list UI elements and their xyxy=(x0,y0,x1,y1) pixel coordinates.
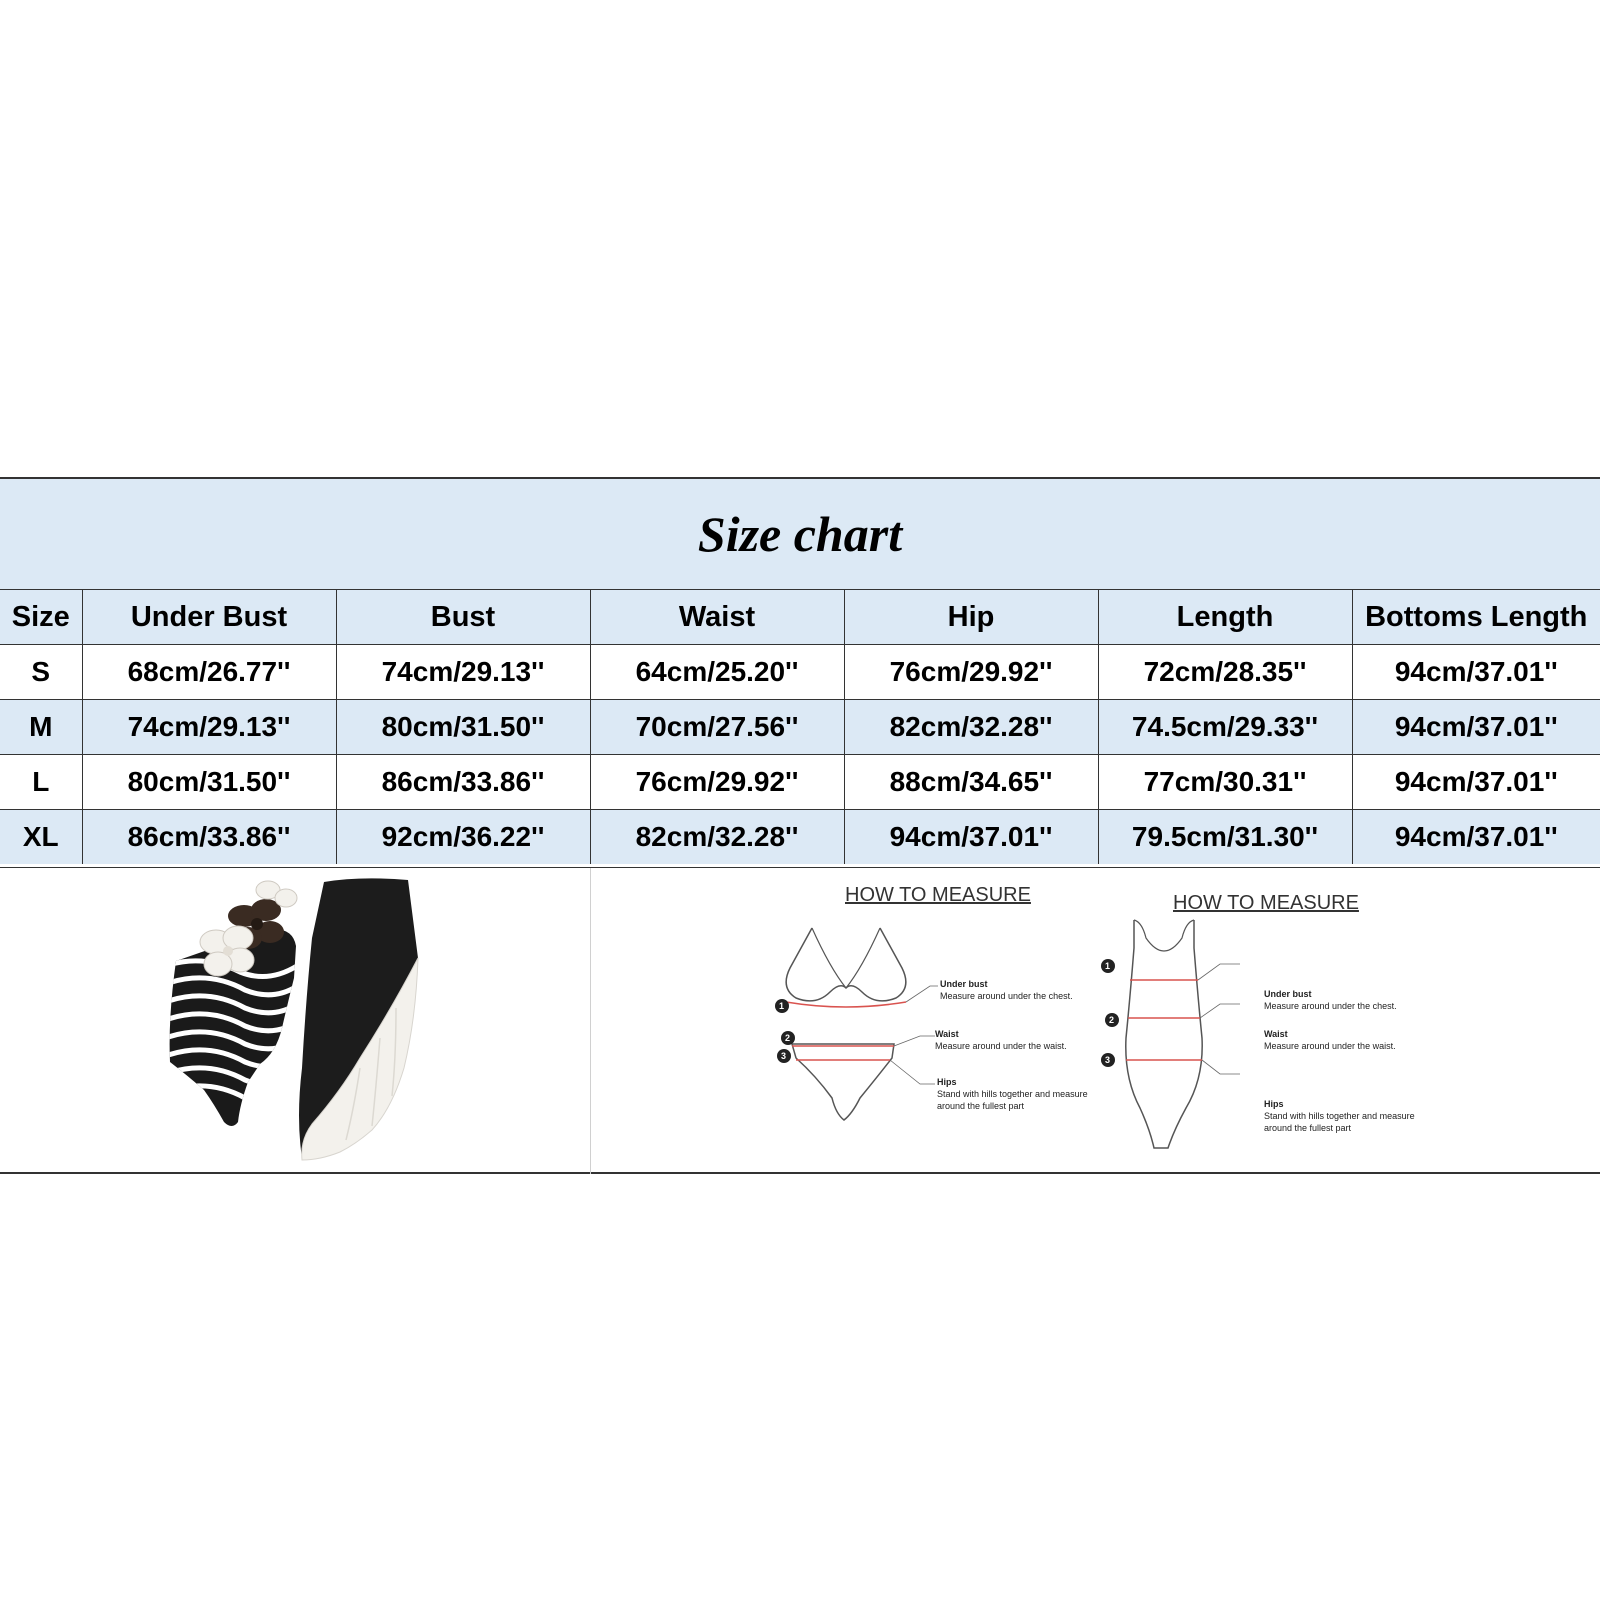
title-band xyxy=(0,479,1600,590)
table-row xyxy=(0,810,1600,865)
table-header-row xyxy=(0,590,1600,645)
size-cell: L xyxy=(0,755,82,810)
header-size: Size xyxy=(0,590,82,645)
hip-cell: 82cm/32.28'' xyxy=(844,700,1098,755)
size-chart-title: Size chart xyxy=(697,506,903,562)
bottoms-length-cell: 94cm/37.01'' xyxy=(1352,810,1600,865)
size-cell: M xyxy=(0,700,82,755)
waist-cell: 82cm/32.28'' xyxy=(590,810,844,865)
bottoms-length-cell: 94cm/37.01'' xyxy=(1352,755,1600,810)
table-row xyxy=(0,645,1600,700)
table-row xyxy=(0,700,1600,755)
swimsuit-image xyxy=(160,881,300,1126)
marker-3-bikini: 3 xyxy=(781,1051,787,1061)
waist-cell: 76cm/29.92'' xyxy=(590,755,844,810)
swimsuit-under-bust-label: Under bust Measure around under the chest. xyxy=(1264,989,1397,1011)
bust-cell: 74cm/29.13'' xyxy=(336,645,590,700)
bikini-waist-label: Waist Measure around under the waist. xyxy=(935,1029,1067,1051)
header-hip: Hip xyxy=(844,590,1098,645)
waist-cell: 64cm/25.20'' xyxy=(590,645,844,700)
header-waist: Waist xyxy=(590,590,844,645)
marker-2-swimsuit: 2 xyxy=(1109,1015,1115,1025)
product-image xyxy=(0,868,590,1174)
illustration-area xyxy=(0,867,1600,1174)
under-bust-cell: 74cm/29.13'' xyxy=(82,700,336,755)
table-row xyxy=(0,755,1600,810)
skirt-image xyxy=(299,878,418,1160)
size-cell: XL xyxy=(0,810,82,865)
length-cell: 79.5cm/31.30'' xyxy=(1098,810,1352,865)
bottoms-length-cell: 94cm/37.01'' xyxy=(1352,700,1600,755)
size-chart xyxy=(0,477,1600,1174)
marker-1-bikini: 1 xyxy=(779,1001,785,1011)
length-cell: 72cm/28.35'' xyxy=(1098,645,1352,700)
header-length: Length xyxy=(1098,590,1352,645)
hip-cell: 76cm/29.92'' xyxy=(844,645,1098,700)
header-bust: Bust xyxy=(336,590,590,645)
marker-1-swimsuit: 1 xyxy=(1105,961,1111,971)
how-to-measure-title-bikini: HOW TO MEASURE xyxy=(845,884,1031,906)
bikini-hips-label: Hips Stand with hills together and measure around the fullest part xyxy=(937,1077,1088,1111)
under-bust-cell: 68cm/26.77'' xyxy=(82,645,336,700)
marker-2-bikini: 2 xyxy=(785,1033,791,1043)
size-cell: S xyxy=(0,645,82,700)
under-bust-cell: 86cm/33.86'' xyxy=(82,810,336,865)
length-cell: 77cm/30.31'' xyxy=(1098,755,1352,810)
bust-cell: 92cm/36.22'' xyxy=(336,810,590,865)
bust-cell: 86cm/33.86'' xyxy=(336,755,590,810)
waist-cell: 70cm/27.56'' xyxy=(590,700,844,755)
swimsuit-waist-label: Waist Measure around under the waist. xyxy=(1264,1029,1396,1051)
section-divider xyxy=(590,868,591,1174)
length-cell: 74.5cm/29.33'' xyxy=(1098,700,1352,755)
bust-cell: 80cm/31.50'' xyxy=(336,700,590,755)
size-table xyxy=(0,590,1600,864)
under-bust-cell: 80cm/31.50'' xyxy=(82,755,336,810)
marker-3-swimsuit: 3 xyxy=(1105,1055,1111,1065)
bottoms-length-cell: 94cm/37.01'' xyxy=(1352,645,1600,700)
header-under-bust: Under Bust xyxy=(82,590,336,645)
swimsuit-hips-label: Hips Stand with hills together and measure around the fullest part xyxy=(1264,1099,1415,1133)
hip-cell: 94cm/37.01'' xyxy=(844,810,1098,865)
bikini-under-bust-label: Under bust Measure around under the chest. xyxy=(940,979,1073,1001)
how-to-measure-title-swimsuit: HOW TO MEASURE xyxy=(1173,892,1359,914)
hip-cell: 88cm/34.65'' xyxy=(844,755,1098,810)
header-bottoms-length: Bottoms Length xyxy=(1352,590,1600,645)
